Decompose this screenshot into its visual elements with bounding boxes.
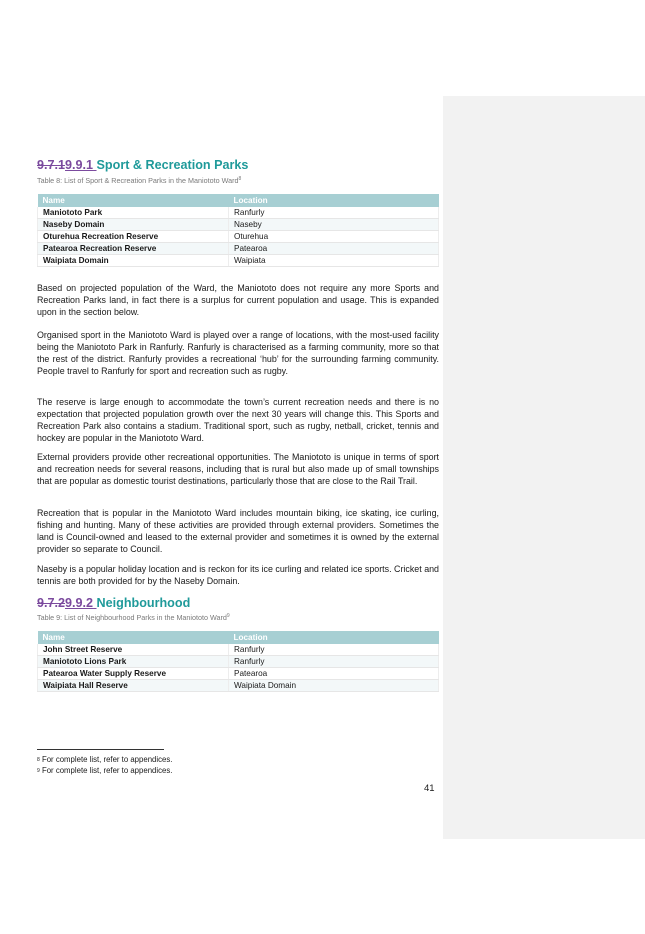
caption-text: Table 9: List of Neighbourhood Parks in the Maniototo Ward	[37, 613, 227, 622]
park-location: Ranfurly	[229, 656, 439, 668]
body-paragraph: Based on projected population of the Ward, the Maniototo does not require any more Sports and Recreation Parks land, in fact there is a surplus for current population and usage. This is expanded upon in the section below.	[37, 283, 439, 317]
park-location: Waipiata	[229, 255, 439, 267]
footnote-number: 8	[37, 757, 40, 763]
footnote-ref: 9	[226, 613, 230, 619]
footnote	[37, 755, 172, 765]
footnote	[37, 766, 172, 776]
park-name: Maniototo Park	[38, 207, 229, 219]
footnote-number: 9	[37, 768, 40, 774]
park-name: Waipiata Hall Reserve	[38, 680, 229, 692]
body-paragraph: Naseby is a popular holiday location and is reckon for its ice curling and related ice sports. Cricket and tennis are both provided for by the Naseby Domain.	[37, 564, 439, 586]
park-location: Ranfurly	[229, 207, 439, 219]
table-row	[38, 680, 439, 692]
park-name: Waipiata Domain	[38, 255, 229, 267]
park-name: Oturehua Recreation Reserve	[38, 231, 229, 243]
neighbourhood-parks-table	[37, 631, 439, 692]
caption-text: Table 8: List of Sport & Recreation Parks in the Maniototo Ward	[37, 176, 239, 185]
column-header-location: Location	[229, 194, 439, 207]
heading-title: Neighbourhood	[96, 596, 191, 610]
park-location: Oturehua	[229, 231, 439, 243]
table-row	[38, 656, 439, 668]
park-name: Patearoa Water Supply Reserve	[38, 668, 229, 680]
heading-number-inserted: 9.9.1	[65, 158, 94, 172]
park-location: Patearoa	[229, 243, 439, 255]
footnote-text: For complete list, refer to appendices.	[41, 755, 173, 764]
table-row	[38, 219, 439, 231]
footnote-ref: 8	[238, 176, 242, 182]
table-row	[38, 644, 439, 656]
page-number: 41	[424, 783, 435, 794]
park-location: Naseby	[229, 219, 439, 231]
park-location: Waipiata Domain	[229, 680, 439, 692]
table-header-row	[38, 631, 439, 644]
heading-number-inserted: 9.9.2	[65, 596, 94, 610]
table-caption	[37, 176, 241, 185]
table-row	[38, 207, 439, 219]
body-paragraph: The reserve is large enough to accommodate the town’s current recreation needs and there is no expectation that projected population growth over the next 30 years will change this. This Sports and Recreation Park also contains a stadium. Traditional sport, such as rugby, netball, cricket, tennis and hockey are popular in the Maniototo Ward.	[37, 397, 439, 443]
park-name: Patearoa Recreation Reserve	[38, 243, 229, 255]
column-header-name: Name	[38, 631, 229, 644]
comment-pane	[443, 96, 645, 839]
section-heading-sport-recreation	[37, 158, 248, 173]
park-name: John Street Reserve	[38, 644, 229, 656]
body-paragraph: Recreation that is popular in the Maniototo Ward includes mountain biking, ice skating, ice curling, fishing and hunting. Many of these activities are provided through external providers. Sometimes the land is Council-owned and leased to the external provider and sometimes it is owned by the external provider so separate to Council.	[37, 508, 439, 554]
column-header-name: Name	[38, 194, 229, 207]
footnote-text: For complete list, refer to appendices.	[41, 766, 173, 775]
heading-number-deleted: 9.7.2	[37, 596, 66, 610]
park-location: Patearoa	[229, 668, 439, 680]
park-name: Naseby Domain	[38, 219, 229, 231]
footnote-separator	[37, 749, 164, 750]
body-paragraph: Organised sport in the Maniototo Ward is played over a range of locations, with the most-used facility being the Maniototo Park in Ranfurly. Ranfurly is characterised as a farming community, more so that the rest of the district. Ranfurly provides a recreational ‘hub’ for the surrounding farming community. People travel to Ranfurly for sport and recreation such as rugby.	[37, 330, 439, 376]
table-caption	[37, 613, 230, 622]
park-name: Maniototo Lions Park	[38, 656, 229, 668]
section-heading-neighbourhood	[37, 596, 190, 611]
table-row	[38, 243, 439, 255]
heading-number-deleted: 9.7.1	[37, 158, 66, 172]
park-location: Ranfurly	[229, 644, 439, 656]
table-row	[38, 255, 439, 267]
table-header-row	[38, 194, 439, 207]
table-row	[38, 231, 439, 243]
sport-recreation-parks-table	[37, 194, 439, 267]
body-paragraph: External providers provide other recreational opportunities. The Maniototo is unique in terms of sport and recreation needs for several reasons, including that is rural but also made up of small townships that are popular as domestic tourist destinations, particularly those that are close to the Rail Trail.	[37, 452, 439, 486]
heading-title: Sport & Recreation Parks	[96, 158, 249, 172]
column-header-location: Location	[229, 631, 439, 644]
table-row	[38, 668, 439, 680]
